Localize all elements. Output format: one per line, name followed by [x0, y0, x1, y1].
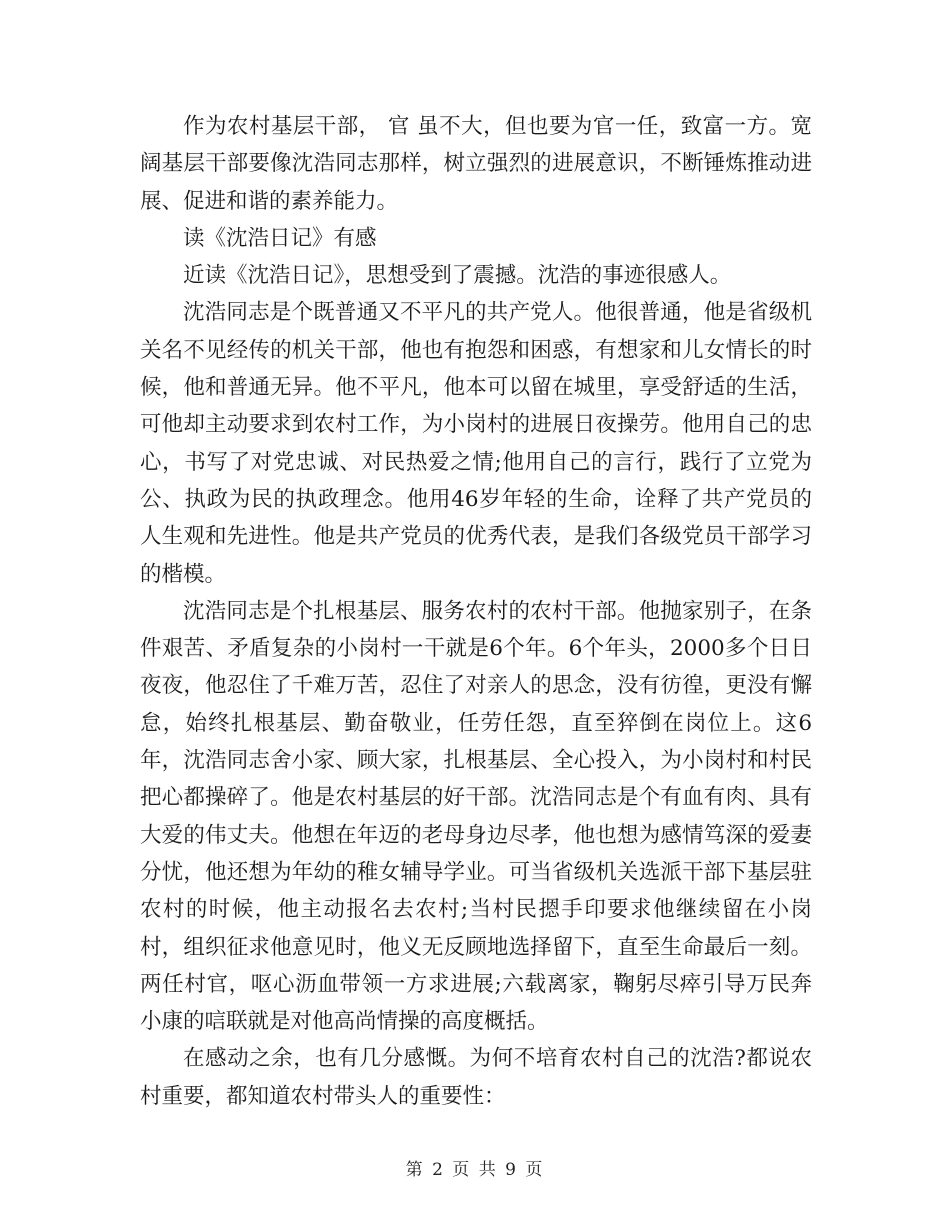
article-title: 读《沈浩日记》有感 — [183, 225, 377, 251]
page-number-footer: 第 2 页 共 9 页 — [405, 1160, 545, 1180]
paragraph-opening: 近读《沈浩日记》，思想受到了震撼。沈浩的事迹很感人。 — [183, 263, 732, 289]
paragraph-intro: 作为农村基层干部， 官 虽不大，但也要为官一任，致富一方。宽阔基层干部要像沈浩同志那样，树立强烈的进展意识，不断锤炼推动进展、促进和谐的素养能力。 — [140, 114, 812, 214]
paragraph-ordinary-extraordinary: 沈浩同志是个既普通又不平凡的共产党人。他很普通，他是省级机关名不见经传的机关干部，他也有抱怨和困惑，有想家和儿女情长的时候，他和普通无异。他不平凡，他本可以留在城里，享受舒适的生活，可他却主动要求到农村工作，为小岗村的进展日夜操劳。他用自己的忠心，书写了对党忠诚、对民热爱之情;他用自己的言行，践行了立党为公、执政为民的执政理念。他用46岁年轻的生命，诠释了共产党员的人生观和先进性。他是共产党员的优秀代表，是我们各级党员干部学习的楷模。 — [140, 300, 812, 587]
document-body — [140, 108, 812, 1115]
paragraph-rural-cadre: 沈浩同志是个扎根基层、服务农村的农村干部。他抛家别子，在条件艰苦、矛盾复杂的小岗村一干就是6个年。6个年头，2000多个日日夜夜，他忍住了千难万苦，忍住了对亲人的思念，没有彷徨，更没有懈怠，始终扎根基层、勤奋敬业，任劳任怨，直至猝倒在岗位上。这6年，沈浩同志舍小家、顾大家，扎根基层、全心投入，为小岗村和村民把心都操碎了。他是农村基层的好干部。沈浩同志是个有血有肉、具有大爱的伟丈夫。他想在年迈的老母身边尽孝，他也想为感情笃深的爱妻分忧，他还想为年幼的稚女辅导学业。可当省级机关选派干部下基层驻农村的时候，他主动报名去农村;当村民摁手印要求他继续留在小岗村，组织征求他意见时，他义无反顾地选择留下，直至生命最后一刻。两任村官，呕心沥血带领一方求进展;六载离家，鞠躬尽瘁引导万民奔小康的唁联就是对他高尚情操的高度概括。 — [140, 598, 812, 1035]
paragraph-reflection: 在感动之余，也有几分感慨。为何不培育农村自己的沈浩?都说农村重要，都知道农村带头人的重要性： — [140, 1046, 812, 1109]
